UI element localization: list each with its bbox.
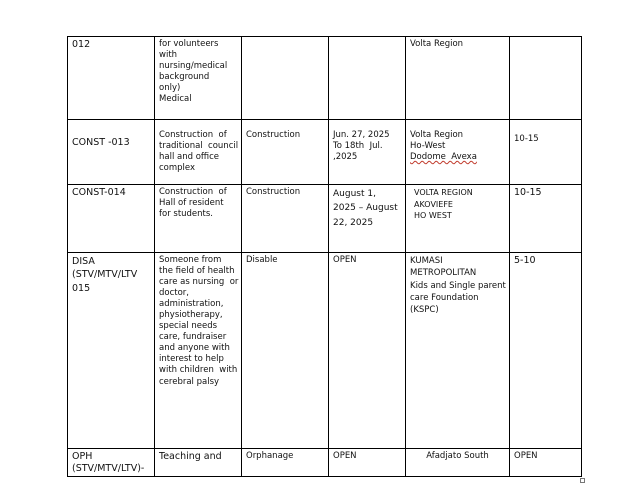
location-cell: [406, 37, 510, 120]
group-size-cell: [510, 120, 582, 185]
project-ref: CONST-014: [72, 187, 126, 198]
location-line: KUMASI: [410, 256, 443, 266]
group-size: OPEN: [514, 451, 538, 461]
description-line: with children with: [159, 365, 238, 376]
project-ref-cell: [68, 120, 155, 185]
description-cell: [155, 253, 242, 449]
location-line: AKOVIEFE: [414, 199, 453, 209]
project-ref: CONST -013: [72, 137, 130, 148]
description-line: care as nursing or: [159, 277, 239, 288]
category-label: Construction: [246, 187, 301, 197]
dates-line: OPEN: [333, 451, 357, 461]
table-row: [68, 185, 582, 253]
location-line: Dodome Avexa: [410, 152, 477, 163]
dates-line: 22, 2025: [333, 217, 374, 228]
project-ref-cell: [68, 449, 155, 477]
description-cell: [155, 37, 242, 120]
description-line: Hall of resident: [159, 198, 224, 209]
dates-line: Jun. 27, 2025: [333, 130, 390, 140]
category-cell: [242, 185, 329, 253]
description-line: Construction of: [159, 187, 227, 197]
dates-line: To 18th Jul.: [333, 141, 383, 152]
description-line: interest to help: [159, 354, 224, 365]
table-row: [68, 120, 582, 185]
category-cell: [242, 37, 329, 120]
description-line: doctor,: [159, 288, 189, 299]
dates-cell: [329, 253, 406, 449]
group-size-cell: [510, 185, 582, 253]
group-size: 10-15: [514, 134, 539, 144]
description-cell: [155, 449, 242, 477]
location-line: HO WEST: [414, 211, 452, 221]
category-label: Construction: [246, 130, 301, 140]
description-line: for volunteers: [159, 39, 219, 49]
description-line: administration,: [159, 299, 224, 310]
description-cell: [155, 120, 242, 185]
project-ref: 012: [72, 39, 91, 50]
dates-line: August 1,: [333, 189, 376, 199]
volunteer-projects-table: [67, 36, 582, 477]
dates-line: ,2025: [333, 152, 358, 163]
description-line: only): [159, 83, 181, 94]
location-line: Volta Region: [410, 130, 464, 140]
project-ref: 015: [72, 282, 91, 294]
dates-line: OPEN: [333, 255, 357, 265]
description-line: cerebral palsy: [159, 376, 220, 387]
category-cell: [242, 253, 329, 449]
dates-cell: [329, 449, 406, 477]
description-line: Medical: [159, 94, 192, 105]
location-line: Ho-West: [410, 141, 446, 152]
location-cell: [406, 253, 510, 449]
group-size-cell: [510, 37, 582, 120]
dates-cell: [329, 185, 406, 253]
description-line: Teaching and: [159, 451, 222, 462]
description-line: special needs: [159, 321, 218, 332]
project-ref: DISA: [72, 256, 95, 267]
category-label: Orphanage: [246, 451, 294, 461]
description-line: traditional council: [159, 141, 239, 152]
category-cell: [242, 120, 329, 185]
location-cell: [406, 120, 510, 185]
table-row: [68, 37, 582, 120]
table-row: [68, 449, 582, 477]
description-line: care, fundraiser: [159, 332, 227, 343]
location-line: METROPOLITAN: [410, 268, 477, 279]
group-size-cell: [510, 253, 582, 449]
location-cell: [406, 185, 510, 253]
project-ref: OPH: [72, 451, 93, 462]
table-resize-handle[interactable]: [580, 478, 585, 483]
dates-cell: [329, 37, 406, 120]
description-line: the field of health: [159, 266, 235, 277]
table-row: [68, 253, 582, 449]
project-ref-cell: [68, 253, 155, 449]
project-ref-cell: [68, 37, 155, 120]
location-line: Kids and Single parent: [410, 280, 506, 291]
dates-cell: [329, 120, 406, 185]
description-line: background: [159, 72, 210, 83]
project-ref: (STV/MTV/LTV: [72, 269, 138, 281]
description-line: for students.: [159, 209, 214, 220]
project-ref-cell: [68, 185, 155, 253]
category-label: Disable: [246, 255, 278, 265]
description-line: hall and office: [159, 152, 220, 163]
category-cell: [242, 449, 329, 477]
location-line: VOLTA REGION: [414, 188, 473, 197]
description-line: Someone from: [159, 255, 222, 265]
group-size: 5-10: [514, 255, 536, 266]
group-size-cell: [510, 449, 582, 477]
location-line: Afadjato South: [426, 451, 489, 461]
dates-line: 2025 – August: [333, 203, 398, 214]
description-line: nursing/medical: [159, 61, 228, 72]
description-line: with: [159, 50, 178, 61]
description-line: complex: [159, 163, 196, 174]
description-line: physiotherapy,: [159, 310, 223, 321]
location-line: (KSPC): [410, 305, 439, 316]
description-line: and anyone with: [159, 343, 230, 354]
location-line: care Foundation: [410, 292, 479, 303]
project-ref: (STV/MTV/LTV)-: [72, 463, 145, 475]
group-size: 10-15: [514, 187, 542, 198]
location-line: Volta Region: [410, 39, 464, 49]
description-line: Construction of: [159, 130, 227, 140]
location-cell: [406, 449, 510, 477]
description-cell: [155, 185, 242, 253]
